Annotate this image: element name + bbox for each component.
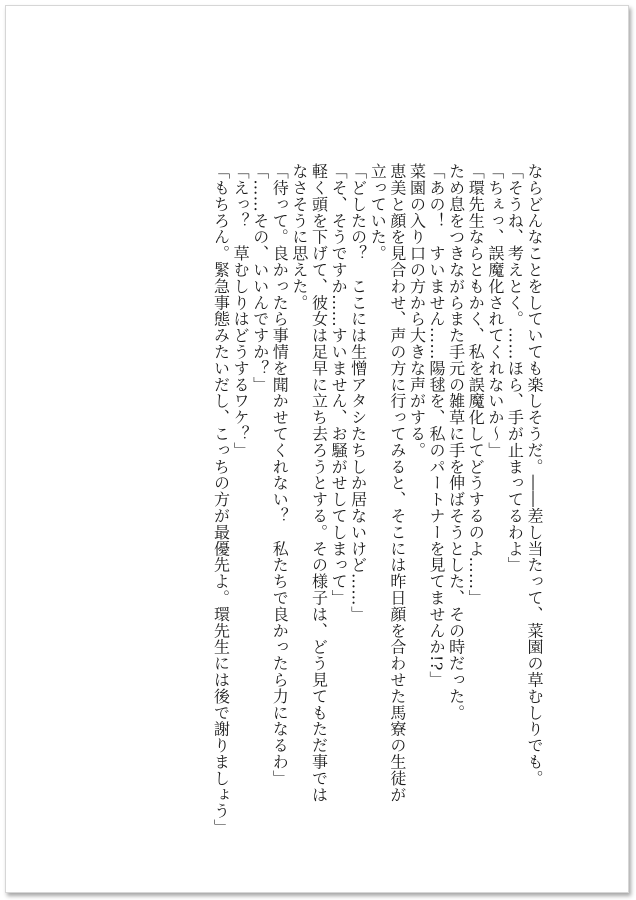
text-line: ならどんなことをしていても楽しそうだ。――差し当たって、菜園の草むしりでも。 — [525, 163, 544, 787]
text-line: 「あの！ すいません……陽毬を、私のパートナーを見てませんか!?」 — [427, 163, 447, 688]
text-line: 「そ、そうですか……すいません、お騒がせしてしまって」 — [329, 163, 349, 606]
text-line: 軽く頭を下げて、彼女は足早に立ち去ろうとする。その様子は、どう見てもただ事では — [309, 163, 329, 803]
text-line: ため息をつきながらまた手元の雑草に手を伸ばそうとした、その時だった。 — [446, 163, 466, 721]
text-line: 「……その、いいんですか？」 — [250, 163, 270, 393]
text-line: なさそうに思えた。 — [289, 163, 309, 311]
text-line: 「もちろん。緊急事態みたいだし、こっちの方が最優先よ。環先生には後で謝りましょう」 — [211, 163, 231, 836]
vertical-text-block — [211, 163, 544, 836]
text-line: 「待って。良かったら事情を聞かせてくれない？ 私たちで良かったら力になるわ」 — [270, 163, 290, 787]
text-line: 「ちぇっ、誤魔化されてくれないか～」 — [485, 163, 505, 459]
text-line: 「そうね、考えとく。……ほら、手が止まってるわよ」 — [505, 163, 525, 573]
text-line: 恵美と顔を見合わせ、声の方に行ってみると、そこには昨日顔を合わせた馬寮の生徒が — [387, 163, 407, 803]
text-line: 立っていた。 — [368, 163, 388, 262]
text-line: 「環先生ならともかく、私を誤魔化してどうするのよ……」 — [466, 163, 486, 606]
text-line: 「どしたの？ ここには生憎アタシたちしか居ないけど……」 — [348, 163, 368, 623]
text-line: 菜園の入り口の方から大きな声がする。 — [407, 163, 427, 459]
book-page — [5, 5, 629, 893]
text-line: 「えっ？ 草むしりはどうするワケ？」 — [231, 163, 251, 459]
